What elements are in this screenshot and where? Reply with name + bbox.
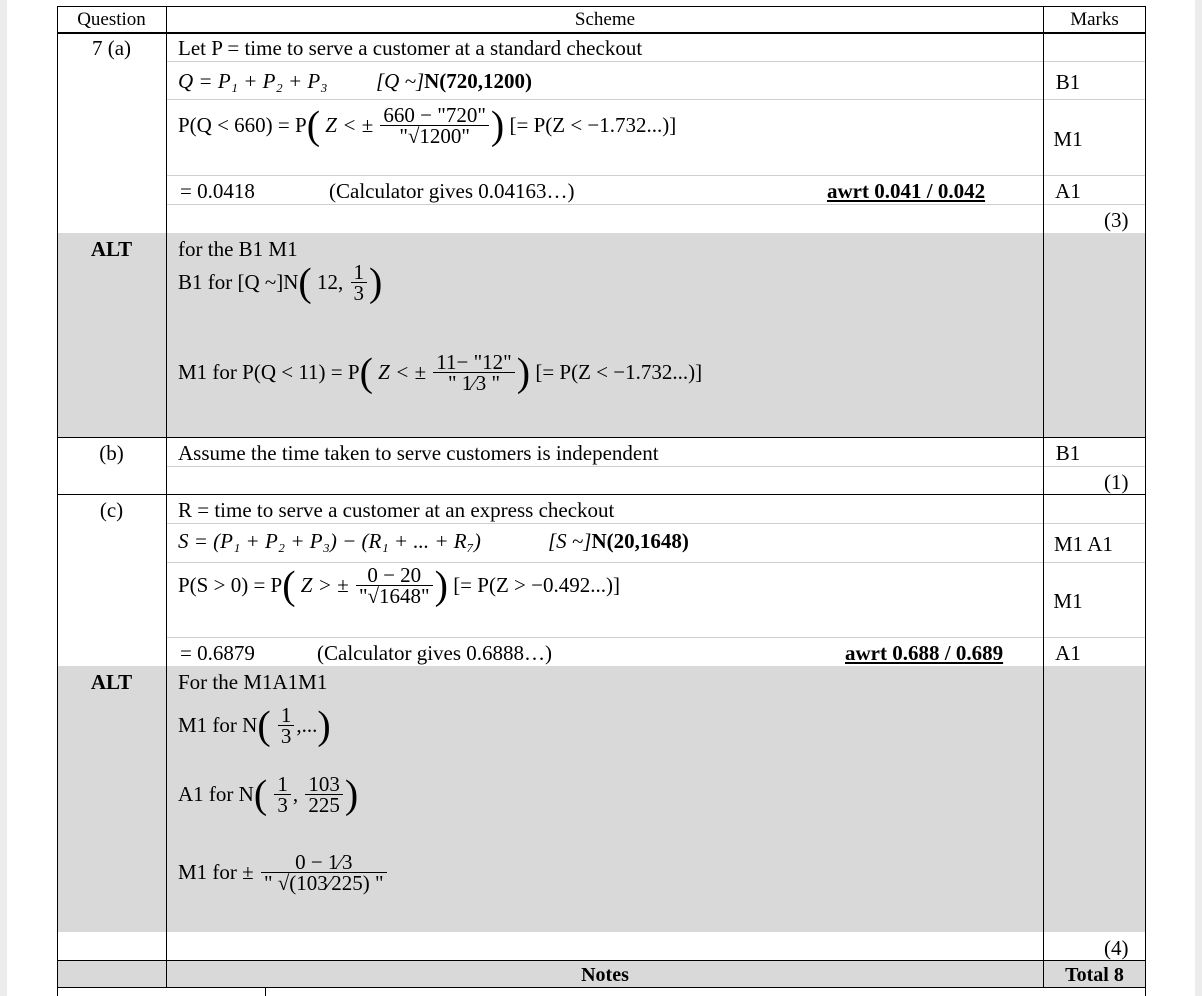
- part-c-intro: R = time to serve a customer at an express checkout: [178, 498, 615, 522]
- alt-a-b1-mean: 12,: [317, 270, 344, 294]
- part-a-distribution-value: N(720,1200): [424, 69, 533, 93]
- column-divider: [166, 6, 167, 988]
- row-rule: [57, 960, 1146, 961]
- part-a-distribution: [376, 69, 532, 93]
- part-c-answer: = 0.6879: [180, 641, 255, 665]
- alt-c-m1a-tail: ,...: [296, 713, 318, 737]
- part-a-prob-z: Z < ±: [325, 113, 374, 137]
- alt-a-label: ALT: [90, 237, 133, 261]
- alt-a-m1-right: [= P(Z < −1.732...)]: [535, 360, 703, 384]
- question-label-7a: 7 (a): [91, 36, 132, 60]
- open-paren: (: [253, 771, 268, 817]
- question-label-c: (c): [99, 498, 124, 522]
- alt-c-m1b-denominator: " √(103⁄225) ": [263, 871, 384, 895]
- mark-a1: A1: [1055, 179, 1081, 203]
- close-paren: ): [434, 562, 448, 608]
- header-question: Question: [77, 9, 146, 30]
- alt-a-m1-prefix: M1 for P(Q < 11) = P: [178, 360, 360, 384]
- alt-a-b1-prefix: B1 for [Q ~]N: [178, 270, 299, 294]
- alt-a-line1: for the B1 M1: [178, 237, 298, 261]
- alt-c-a1-prefix: A1 for N: [178, 782, 254, 806]
- mark-m1: M1: [1053, 127, 1083, 151]
- part-c-prob-z: Z > ±: [300, 573, 349, 597]
- alt-c-m1a-numerator: 1: [278, 705, 295, 726]
- inner-rule: [167, 175, 1145, 176]
- alt-c-m1b-prefix: M1 for ±: [178, 860, 254, 884]
- open-paren: (: [359, 349, 373, 395]
- part-a-total: (3): [1104, 208, 1129, 232]
- part-c-distribution: [548, 529, 689, 553]
- alt-c-m1-normal: [178, 702, 331, 748]
- inner-rule: [167, 61, 1145, 62]
- alt-a-b1-numerator: 1: [351, 262, 368, 283]
- part-c-z-numerator: 0 − 20: [356, 565, 433, 586]
- close-paren: ): [369, 259, 383, 305]
- part-c-s-definition: S = (P₁ + P₂ + P₃) − (R₁ + ... + R₇): [178, 529, 481, 553]
- row-rule: [57, 987, 1146, 988]
- part-a-probability-expression: [178, 102, 677, 148]
- part-c-distribution-prefix: [S ~]: [548, 529, 592, 553]
- alt-c-m1b-fraction: [261, 852, 387, 893]
- part-b-total: (1): [1104, 470, 1129, 494]
- inner-rule: [167, 637, 1145, 638]
- alt-a-m1-denominator: " 1⁄3 ": [447, 371, 501, 395]
- notes-column-divider: [265, 987, 266, 996]
- part-c-awrt: awrt 0.688 / 0.689: [845, 641, 1004, 665]
- open-paren: (: [298, 259, 312, 305]
- inner-rule: [167, 99, 1145, 100]
- row-rule: [57, 494, 1146, 495]
- mark-b1: B1: [1055, 70, 1081, 94]
- mark-m1-a1: M1 A1: [1054, 532, 1113, 556]
- page-edge-left: [0, 0, 7, 996]
- part-a-z-fraction: [380, 105, 489, 146]
- part-a-prob-right: [= P(Z < −1.732...)]: [509, 113, 677, 137]
- alt-c-a1-mean-denominator: 3: [277, 793, 288, 817]
- inner-rule: [167, 466, 1145, 467]
- part-c-prob-left: P(S > 0) = P: [178, 573, 283, 597]
- part-c-z-denominator: "√1648": [358, 584, 430, 608]
- alt-c-line1: For the M1A1M1: [178, 670, 328, 694]
- part-a-answer: = 0.0418: [180, 179, 255, 203]
- row-rule: [57, 437, 1146, 438]
- alt-c-m1-standardise: [178, 852, 389, 893]
- part-a-prob-left: P(Q < 660) = P: [178, 113, 307, 137]
- open-paren: (: [282, 562, 296, 608]
- comma: ,: [292, 782, 299, 806]
- header-scheme: Scheme: [574, 9, 636, 30]
- part-c-z-fraction: [356, 565, 433, 606]
- alt-a-m1-fraction: [433, 352, 514, 393]
- part-a-awrt: awrt 0.041 / 0.042: [827, 179, 986, 203]
- close-paren: ): [490, 102, 505, 148]
- page-edge-right: [1195, 0, 1202, 996]
- mark-b1: B1: [1055, 441, 1081, 465]
- part-a-q-definition: Q = P₁ + P₂ + P₃: [178, 69, 328, 93]
- alt-c-label: ALT: [90, 670, 133, 694]
- alt-a-b1-denominator: 3: [353, 281, 364, 305]
- mark-m1: M1: [1053, 589, 1083, 613]
- alt-c-m1a-prefix: M1 for N: [178, 713, 258, 737]
- close-paren: ): [516, 349, 531, 395]
- part-c-probability-expression: [178, 562, 620, 608]
- part-c-total: (4): [1104, 936, 1129, 960]
- open-paren: (: [257, 702, 271, 748]
- part-c-calculator-note: (Calculator gives 0.6888…): [317, 641, 553, 665]
- open-paren: (: [306, 102, 321, 148]
- inner-rule: [167, 562, 1145, 563]
- part-c-prob-right: [= P(Z > −0.492...)]: [453, 573, 620, 597]
- notes-heading: Notes: [581, 964, 629, 986]
- part-a-intro: Let P = time to serve a customer at a standard checkout: [178, 36, 643, 60]
- part-a-z-denominator: "√1200": [399, 124, 470, 148]
- alt-c-a1-variance-numerator: 103: [305, 774, 343, 795]
- alt-a-m1-z: Z < ±: [378, 360, 427, 384]
- header-marks: Marks: [1070, 9, 1119, 30]
- alt-c-m1b-numerator: 0 − 1⁄3: [261, 852, 387, 873]
- alt-c-a1-mean-numerator: 1: [274, 774, 291, 795]
- alt-c-a1-mean: [274, 774, 291, 815]
- header-bottom-border: [57, 32, 1146, 34]
- total-marks: Total 8: [1065, 964, 1124, 986]
- table-right-border: [1145, 6, 1146, 996]
- alt-a-b1-expression: [178, 259, 383, 305]
- part-b-text: Assume the time taken to serve customers is independent: [178, 441, 659, 465]
- part-a-z-numerator: 660 − "720": [380, 105, 489, 126]
- alt-a-m1-expression: [178, 349, 703, 395]
- alt-a-m1-numerator: 11− "12": [433, 352, 514, 373]
- close-paren: ): [344, 771, 359, 817]
- column-divider: [1043, 6, 1044, 988]
- alt-c-a1-normal: [178, 771, 359, 817]
- part-a-calculator-note: (Calculator gives 0.04163…): [329, 179, 575, 203]
- alt-c-a1-variance-denominator: 225: [308, 793, 340, 817]
- part-a-distribution-prefix: [Q ~]: [376, 69, 425, 93]
- question-label-b: (b): [99, 441, 124, 465]
- part-c-distribution-value: N(20,1648): [591, 529, 689, 553]
- inner-rule: [167, 204, 1145, 205]
- mark-a1: A1: [1055, 641, 1081, 665]
- alt-c-a1-variance: [305, 774, 343, 815]
- inner-rule: [167, 523, 1145, 524]
- alt-c-m1a-denominator: 3: [280, 724, 292, 748]
- close-paren: ): [317, 702, 331, 748]
- alt-c-m1a-fraction: [278, 705, 295, 746]
- table-top-border: [57, 6, 1146, 7]
- alt-a-b1-variance: [351, 262, 368, 303]
